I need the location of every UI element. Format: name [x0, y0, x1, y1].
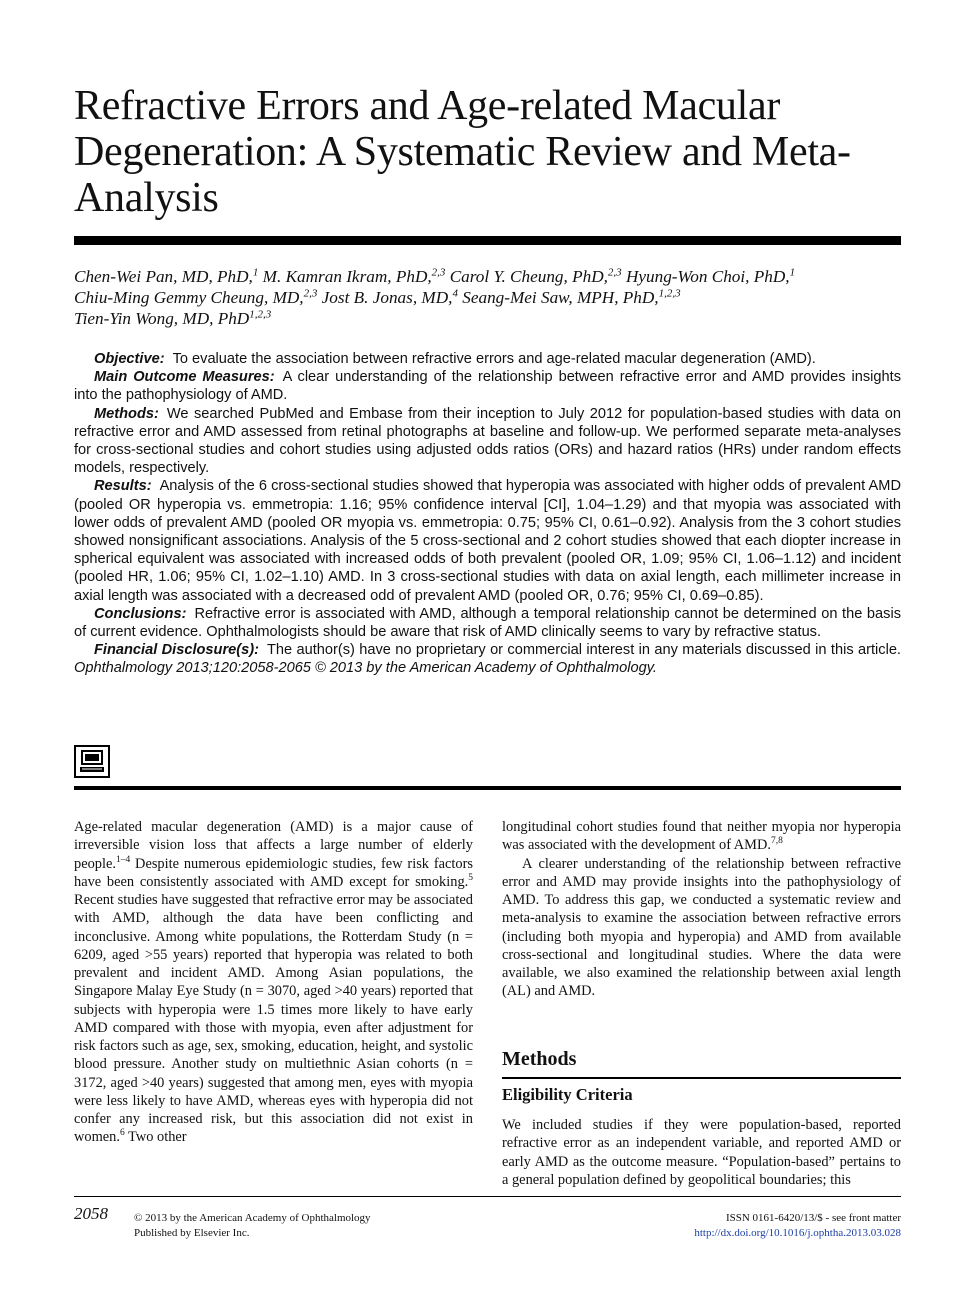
computer-monitor-icon[interactable]	[74, 745, 110, 778]
body-paragraph: A clearer understanding of the relationship between refractive error and AMD may provide insights into the pathophysiology of AMD. To address this gap, we conducted a systematic review and meta-analysis to examine the association between refractive errors (including both myopia and hyperopia) and AMD from available cross-sectional and longitudinal studies. Where the data were available, we also examined the relationship between axial length (AL) and AMD.	[502, 855, 901, 1000]
copyright-text: © 2013 by the American Academy of Ophthalmology	[134, 1212, 371, 1224]
abstract-results	[74, 477, 901, 604]
page-number: 2058	[74, 1204, 108, 1223]
doi-link[interactable]: http://dx.doi.org/10.1016/j.ophtha.2013.03.028	[694, 1227, 901, 1239]
reference-link[interactable]: 7,8	[770, 836, 783, 847]
footer-rule	[74, 1196, 901, 1197]
abstract	[74, 350, 901, 678]
author: Chen-Wei Pan, MD, PhD,	[74, 267, 253, 286]
footer-identifiers	[694, 1211, 901, 1241]
abstract-disclosure	[74, 641, 901, 677]
title-rule	[74, 236, 901, 245]
subsection-heading-eligibility: Eligibility Criteria	[502, 1085, 633, 1104]
reference-link[interactable]: 6	[119, 1128, 125, 1139]
author: Chiu-Ming Gemmy Cheung, MD,	[74, 288, 304, 307]
affiliation-ref: 2,3	[607, 266, 622, 279]
affiliation-ref: 1	[252, 266, 259, 279]
body-column-right	[502, 818, 901, 1001]
abstract-text: To evaluate the association between refractive errors and age-related macular degeneration (AMD).	[172, 351, 816, 367]
abstract-label: Financial Disclosure(s):	[94, 642, 259, 659]
body-text: Despite numerous epidemiologic studies, few risk factors have been consistently associated with AMD except for smoking.	[74, 855, 473, 890]
author: Tien-Yin Wong, MD, PhD	[74, 309, 250, 328]
body-paragraph: We included studies if they were population-based, reported refractive error as an independent variable, and reported AMD or early AMD as the outcome measure. “Population-based” pertains to a general population defined by geopolitical boundaries; this	[502, 1117, 901, 1188]
reference-link[interactable]: 5	[468, 872, 473, 883]
publisher-text: Published by Elsevier Inc.	[134, 1227, 250, 1239]
author: Jost B. Jonas, MD,	[321, 288, 453, 307]
abstract-conclusions	[74, 605, 901, 641]
affiliation-ref: 1,2,3	[249, 308, 272, 321]
body-paragraph	[74, 818, 473, 1147]
body-column-right-continued	[502, 1116, 901, 1189]
abstract-label: Methods:	[94, 405, 159, 422]
abstract-label: Objective:	[94, 351, 165, 367]
abstract-text: Analysis of the 6 cross-sectional studies showed that hyperopia was associated with higher odds of prevalent AMD (pooled OR hyperopia vs. emmetropia: 1.16; 95% confidence interval [CI], 1.04–1.29) and that myopia was associated with lower odds of prevalent AMD (pooled OR myopia vs. emmetropia: 0.75; 95% CI, 0.61–0.92). Analysis from the 3 cohort studies showed nonsignificant associations. Analysis of the 5 cross-sectional and 2 cohort studies showed that each diopter increase in spherical equivalent was associated with increased odds of both prevalent (pooled OR, 1.09; 95% CI, 1.06–1.12) and incident (pooled HR, 1.06; 95% CI, 1.02–1.10) AMD. In 3 cross-sectional studies with data on axial length, each millimeter increase in axial length was associated with a decreased odd of prevalent AMD (pooled OR, 0.76; 95% CI, 0.69–0.85).	[74, 478, 901, 604]
affiliation-ref: 1	[789, 266, 796, 279]
abstract-text: The author(s) have no proprietary or commercial interest in any materials discussed in this article.	[266, 642, 901, 659]
article-title: Refractive Errors and Age-related Macular Degeneration: A Systematic Review and Meta-Analysis	[74, 83, 851, 221]
section-rule	[74, 786, 901, 790]
abstract-methods	[74, 405, 901, 478]
affiliation-ref: 2,3	[431, 266, 446, 279]
abstract-objective	[74, 350, 901, 368]
author-list	[74, 266, 901, 329]
affiliation-ref: 2,3	[303, 287, 318, 300]
abstract-text: We searched PubMed and Embase from their inception to July 2012 for population-based studies with data on refractive error and AMD assessed from retinal photographs at baseline and follow-up. We performed separate meta-analyses for cross-sectional studies and cohort studies using adjusted odds ratios (ORs) and hazard ratios (HRs) under random effects models, respectively.	[74, 405, 901, 477]
subsection-rule	[502, 1077, 901, 1079]
author: Carol Y. Cheung, PhD,	[449, 267, 608, 286]
section-heading-methods: Methods	[502, 1048, 577, 1070]
body-column-left	[74, 818, 473, 1147]
body-text: Recent studies have suggested that refractive error may be associated with AMD, although the data have been conflicting and inconclusive. Among white populations, the Rotterdam Study (n = 6209, aged >55 years) reported that hyperopia was related to both prevalent and incident AMD. Among Asian populations, the Singapore Malay Eye Study (n = 3070, aged >40 years) reported that subjects with hyperopia were 1.5 times more likely to have early AMD compared with those with myopia, even after adjustment for risk factors such as age, sex, smoking, education, height, and systolic blood pressure. Another study on multiethnic Asian cohorts (n = 3172, aged >40 years) suggested that among men, eyes with myopia were less likely to have AMD, whereas eyes with hyperopia did not confer any increased risk, but this association did not exist in women.	[74, 892, 473, 1146]
author: Hyung-Won Choi, PhD,	[625, 267, 790, 286]
abstract-text: Refractive error is associated with AMD, although a temporal relationship cannot be determined on the basis of current evidence. Ophthalmologists should be aware that risk of AMD clinically seems to vary by refractive status.	[74, 605, 901, 641]
author: M. Kamran Ikram, PhD,	[262, 267, 432, 286]
body-text: Two other	[124, 1129, 187, 1146]
abstract-text: A clear understanding of the relationship between refractive error and AMD provides insights into the pathophysiology of AMD.	[74, 369, 901, 404]
abstract-label: Main Outcome Measures:	[94, 369, 275, 386]
abstract-label: Results:	[94, 478, 152, 495]
body-text: longitudinal cohort studies found that neither myopia nor hyperopia was associated with the development of AMD.	[502, 819, 901, 854]
affiliation-ref: 1,2,3	[658, 287, 681, 300]
abstract-label: Conclusions:	[94, 605, 187, 622]
body-paragraph	[502, 818, 901, 855]
body-text: Age-related macular degeneration (AMD) is a major cause of irreversible vision loss that affects a large number of elderly people.	[74, 819, 473, 872]
reference-link[interactable]: 1–4	[115, 854, 131, 865]
abstract-outcome	[74, 368, 901, 404]
issn-text: ISSN 0161-6420/13/$ - see front matter	[725, 1212, 901, 1224]
journal-citation: Ophthalmology 2013;120:2058-2065 © 2013 by the American Academy of Ophthalmology.	[74, 660, 657, 677]
footer-copyright	[134, 1211, 371, 1241]
author: Seang-Mei Saw, MPH, PhD,	[462, 288, 659, 307]
affiliation-ref: 4	[452, 287, 458, 300]
